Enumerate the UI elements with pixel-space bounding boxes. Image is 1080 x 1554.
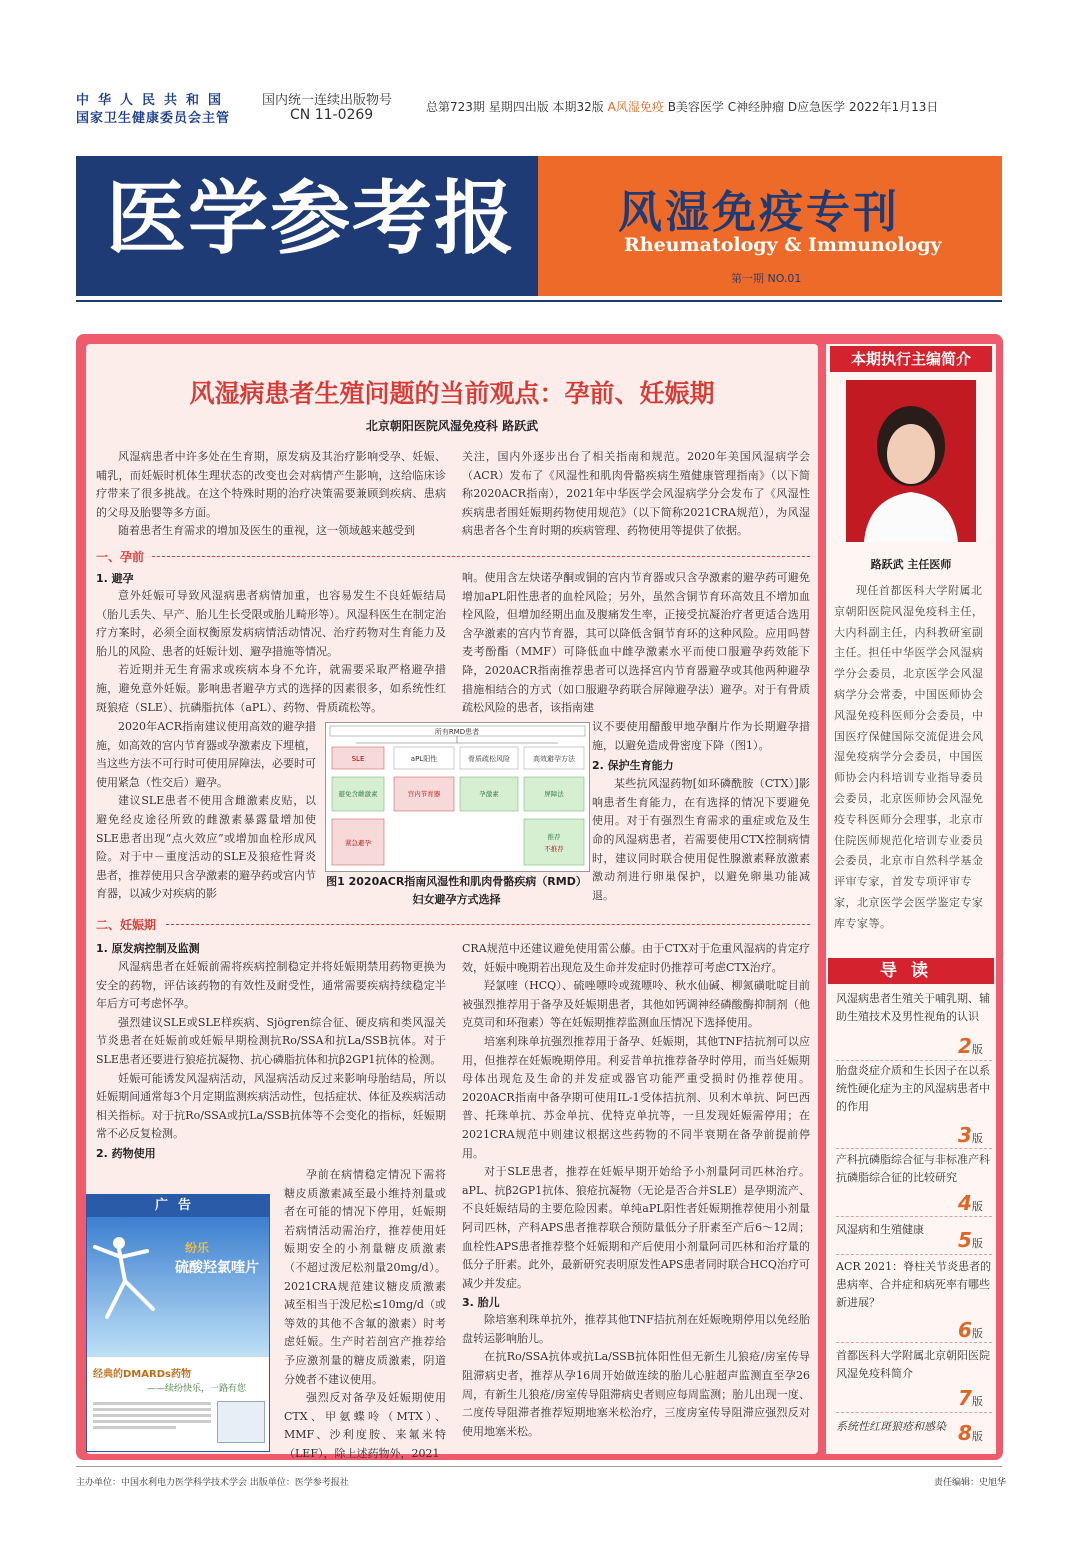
s2-paragraph-j: 除培塞利珠单抗外，推荐其他TNF拮抗剂在妊娠晚期停用以免经胎盘转运影响胎儿。 [462, 1313, 810, 1345]
advertisement[interactable] [86, 1194, 270, 1452]
section-2-rule [166, 924, 810, 926]
footer-rule [76, 1466, 1002, 1467]
s1-paragraph-b: 若近期并无生育需求或疾病本身不允许，就需要采取严格避孕措施，避免意外妊娠。影响患者避孕方式的选择的因素很多，如系统性红斑狼疮（SLE）、抗磷脂抗体（aPL）、药物、骨质疏松等。 [96, 663, 446, 714]
ad-tagline1: 经典的DMARDs药物 [93, 1369, 191, 1380]
s1-paragraph-f: 议不要使用醋酸甲地孕酮片作为长期避孕措施，以避免造成骨密度下降（图1）。 [592, 720, 810, 752]
s2-paragraph-f: CRA规范中还建议避免使用雷公藤。由于CTX对于危重风湿病的肯定疗效，妊娠中晚期若出现危及生命并发症时仍推荐可考虑CTX治疗。 [462, 942, 810, 974]
intro-paragraph-1: 风湿病患者中许多处在生育期，原发病及其治疗影响受孕、妊娠、哺乳，而妊娠时机体生理状态的改变也会对病情产生影响，这给临床诊疗带来了很多挑战。在这个特殊时期的治疗决策需要兼顾到疾病、患病的父母及胎婴等多方面。 [96, 450, 446, 519]
s1-right-lower [592, 718, 810, 905]
s2-paragraph-k: 在抗Ro/SSA抗体或抗La/SSB抗体阳性但无新生儿狼疮/房室传导阻滞病史者，推荐从孕16周开始做连续的胎儿心脏超声监测直至孕26周，有新生儿狼疮/房室传导阻滞病史者则应每周监测；胎儿出现一度、二度传导阻滞者推荐短期地塞米松治疗，三度房室传导阻滞应强烈反对使用地塞米松。 [462, 1350, 810, 1438]
svg-text:避免含雌激素: 避免含雌激素 [338, 790, 378, 798]
section-a-link[interactable]: A风湿免疫 [607, 100, 664, 114]
editor-photo [846, 380, 976, 542]
svg-text:宫内节育器: 宫内节育器 [407, 790, 441, 798]
issue-info [426, 98, 938, 115]
section-1-rule [152, 556, 810, 558]
guide-page-2: 3版 [958, 1123, 983, 1147]
svg-text:紧急避孕: 紧急避孕 [345, 839, 371, 847]
svg-text:骨质疏松风险: 骨质疏松风险 [468, 755, 510, 763]
ad-heading: 广告 [87, 1195, 269, 1217]
issue-number: 第一期 NO.01 [731, 272, 802, 285]
supplement-english: Rheumatology & Immunology [624, 234, 942, 256]
section-2-heading: 二、妊娠期 [96, 918, 157, 932]
guide-divider [836, 1148, 992, 1150]
svg-text:aPL阳性: aPL阳性 [410, 755, 438, 763]
ad-fineprint [93, 1399, 211, 1445]
s1-paragraph-a: 意外妊娠可导致风湿病患者病情加重，也容易发生不良妊娠结局（胎儿丢失、早产、胎儿生长受限或胎儿畸形等）。风湿科医生在制定治疗方案时，必须全面权衡原发病病情活动情况、治疗药物对生育能力及胎儿的风险、患者的妊娠计划、避孕措施等情况。 [96, 589, 446, 658]
guide-item-1[interactable]: 风湿病患者生殖关于哺乳期、辅助生殖技术及男性视角的认识 [836, 992, 990, 1023]
s1-paragraph-e: 响。使用含左炔诺孕酮或铜的宫内节育器或只含孕激素的避孕药可避免增加aPL阳性患者的血栓风险；另外，虽然含铜节育环高效且不增加血栓风险，但增加经期出血及腹痛发生率，正接受抗凝治疗者更适合选用含孕激素的宫内节育器，其可以降低含铜节育环的这种风险。应用吗替麦考酚酯（MMF）可降低血中雌孕激素水平而使口服避孕药效能下降，2020ACR指南推荐患者可以选择宫内节育器避孕或其他两种避孕措施相结合的方式（如口服避孕药联合屏障避孕法）避孕。对于有骨质疏松风险的患者，该指南建 [462, 571, 810, 715]
section-1-heading: 一、孕前 [96, 550, 145, 564]
figure-1 [325, 722, 590, 872]
s1-right-upper [462, 569, 810, 718]
s1-paragraph-d: 建议SLE患者不使用含雌激素皮贴，以避免经皮途径所致的雌激素暴露量增加使SLE患者出现“点火效应”或增加血栓形成风险。对于中－重度活动的SLE及狼疮性肾炎患者，推荐使用只含孕激素的避孕药或宫内节育器，以减少对疾病的影 [96, 794, 316, 901]
cn-number: CN 11-0269 [290, 107, 374, 123]
ad-image [87, 1217, 269, 1357]
svg-text:屏障法: 屏障法 [544, 790, 564, 798]
article-title: 风湿病患者生殖问题的当前观点：孕前、妊娠期 [189, 379, 715, 408]
editor-name: 路跃武 主任医师 [870, 558, 952, 571]
s2-paragraph-b: 强烈建议SLE或SLE样疾病、Sjögren综合征、硬皮病和类风湿关节炎患者在妊娠前或妊娠早期检测抗Ro/SSA和抗La/SSB抗体。对于SLE患者还要进行狼疮抗凝物、抗心磷脂抗体和抗β2GP1抗体的检测。 [96, 1015, 446, 1066]
ad-brand: 纷乐 [185, 1241, 210, 1255]
svg-text:高效避孕方法: 高效避孕方法 [533, 755, 575, 763]
guide-page-6: 7版 [958, 1386, 983, 1410]
supplement-title: 风湿免疫专刊 [618, 187, 900, 238]
intro-left [96, 448, 446, 541]
ad-tagline2: ——续纷快乐，一路有您 [147, 1384, 247, 1394]
s1-left-lower [96, 718, 316, 904]
guide-item-5[interactable]: ACR 2021：脊柱关节炎患者的患病率、合并症和病死率有哪些新进展？ [836, 1260, 992, 1309]
svg-text:孕激素: 孕激素 [479, 790, 499, 798]
s2-left-upper [96, 958, 446, 1162]
s1-paragraph-g: 某些抗风湿药物[如环磷酰胺（CTX）]影响患者生育能力，在有选择的情况下要避免使用。对于有强烈生育需求的重症或危及生命的风湿病患者，若需要使用CTX控制病情时，建议同时联合使用促性腺激素释放激素激动剂进行卵巢保护，以避免卵巢功能减退。 [592, 777, 810, 902]
svg-text:不推荐: 不推荐 [544, 845, 564, 853]
issue-prefix: 总第723期 星期四出版 本期32版 [426, 100, 604, 114]
guide-heading: 导读 [828, 958, 994, 984]
dancer-figure-icon [87, 1217, 269, 1357]
section-2-sub2: 2. 药物使用 [96, 1146, 156, 1160]
footer-right: 责任编辑：史旭华 [934, 1478, 1007, 1488]
s2-paragraph-d: 孕前在病情稳定情况下需将糖皮质激素减至最小维持剂量或者在可能的情况下停用，妊娠期若病情活动需治疗，推荐使用妊娠期安全的小剂量糖皮质激素（不超过泼尼松剂量20mg/d）。2021CRA规范建议糖皮质激素减至相当于泼尼松≤10mg/d（或等效的其他不含氟的激素）时考虑妊娠。生产时若剖宫产推荐给予应激剂量的糖皮质激素，阴道分娩者不建议使用。 [284, 1168, 446, 1386]
s2-paragraph-g: 羟氯喹（HCQ）、硫唑嘌呤或巯嘌呤、秋水仙碱、柳氮磺吡啶目前被强烈推荐用于备孕及妊娠期患者，其他如钙调神经磷酸酶抑制剂（他克莫司和环孢素）等在妊娠期推荐监测血压情况下选择使用。 [462, 979, 810, 1030]
guide-item-2[interactable]: 胎盘炎症介质和生长因子在以系统性硬化症为主的风湿病患者中的作用 [836, 1064, 990, 1113]
s2-paragraph-h: 培塞利珠单抗强烈推荐用于备孕、妊娠期，其他TNF拮抗剂可以应用，但推荐在妊娠晚期停用。利妥昔单抗推荐备孕时停用，而当妊娠期母体出现危及生命的并发症或器官功能严重受损时仍推荐使用。2020ACR指南中备孕期可使用IL-1受体拮抗剂、贝利木单抗、阿巴西普、托珠单抗、苏金单抗、优特克单抗等，一旦发现妊娠需停用；在2021CRA规范中则建议根据这些药物的不同半衰期在备孕前提前停用。 [462, 1034, 810, 1160]
section-2-sub3: 3. 胎儿 [462, 1296, 500, 1310]
s2-paragraph-a: 风湿病患者在妊娠前需将疾病控制稳定并将妊娠期禁用药物更换为安全的药物，评估该药物的有效性及耐受性，通常需要疾病持续稳定半年后方可考虑怀孕。 [96, 960, 446, 1011]
publisher-line1: 中华人民共和国 [76, 93, 231, 108]
guide-item-3[interactable]: 产科抗磷脂综合征与非标准产科抗磷脂综合征的比较研究 [836, 1153, 990, 1184]
figure-1-caption: 图1 2020ACR指南风湿性和肌肉骨骼疾病（RMD）妇女避孕方式选择 [326, 875, 587, 906]
guide-divider [836, 1342, 992, 1344]
sections-rest: B美容医学 C神经肿瘤 D应急医学 2022年1月13日 [667, 100, 939, 114]
s2-paragraph-i: 对于SLE患者，推荐在妊娠早期开始给予小剂量阿司匹林治疗。aPL、抗β2GP1抗体、狼疮抗凝物（无论是否合并SLE）是孕期流产、不良妊娠结局的主要危险因素。单纯aPL阳性者妊娠期推荐使用小剂量阿司匹林，产科APS患者推荐联合预防量低分子肝素至产后6～12周；血栓性APS患者推荐整个妊娠期和产后使用小剂量阿司匹林和治疗量的低分子肝素。此外，最新研究表明原发性APS患者同时联合HCQ治疗可减少并发症。 [462, 1165, 810, 1290]
publisher-line2: 国家卫生健康委员会主管 [76, 111, 231, 126]
medicine-box-icon [217, 1401, 265, 1443]
section-1-sub1: 1. 避孕 [96, 572, 134, 585]
ad-product: 硫酸羟氯喹片 [175, 1260, 259, 1276]
guide-item-4[interactable]: 风湿病和生殖健康 [836, 1223, 924, 1236]
intro-paragraph-3: 关注，国内外逐步出台了相关指南和规范。2020年美国风湿病学会（ACR）发布了《风湿性和肌肉骨骼疾病生殖健康管理指南》（以下简称2020ACR指南），2021年中华医学会风湿病学分会发布了《风湿性疾病患者围妊娠期药物使用规范》（以下简称2021CRA规范），为风湿病患者各个生育时期的疾病管理、药物使用等提供了依据。 [462, 450, 810, 538]
fig-text-0: 所有RMD患者 [434, 728, 480, 736]
footer-left: 主办单位：中国水利电力医学科学技术学会 出版单位：医学参考报社 [76, 1478, 349, 1488]
masthead-rule [76, 300, 1002, 302]
guide-page-5: 6版 [958, 1318, 983, 1342]
intro-paragraph-2: 随着患者生育需求的增加及医生的重视，这一领域越来越受到 [118, 524, 415, 538]
guide-divider [836, 1216, 992, 1218]
guide-item-6[interactable]: 首都医科大学附属北京朝阳医院风湿免疫科简介 [836, 1349, 990, 1380]
masthead-left [76, 156, 538, 296]
section-2-sub1: 1. 原发病控制及监测 [96, 942, 200, 955]
guide-page-1: 2版 [958, 1034, 983, 1058]
intro-right [462, 448, 810, 541]
guide-page-3: 4版 [958, 1191, 983, 1215]
guide-item-7[interactable]: 系统性红斑狼疮和感染 [836, 1420, 946, 1433]
svg-text:推荐: 推荐 [547, 833, 561, 841]
section-1-sub2: 2. 保护生育能力 [592, 759, 674, 773]
figure-1-flowchart [326, 723, 589, 871]
paper-name: 医学参考报 [106, 171, 516, 265]
s1-left-upper [96, 587, 446, 717]
fig-box-f [524, 819, 584, 865]
guide-page-7: 8版 [958, 1421, 983, 1445]
s2-paragraph-e: 强烈反对备孕及妊娠期使用CTX、甲氨蝶呤（MTX）、MMF、沙利度胺、来氟米特（LEF），除上述药物外，2021 [284, 1391, 446, 1460]
masthead-right [538, 156, 1002, 296]
svg-text:SLE: SLE [351, 755, 365, 763]
s1-paragraph-c: 2020年ACR指南建议使用高效的避孕措施，如高效的宫内节育器或孕激素皮下埋植，当这些方法不可行时可使用屏障法，必要时可使用紧急（性交后）避孕。 [96, 720, 316, 789]
s2-paragraph-c: 妊娠可能诱发风湿病活动，风湿病活动反过来影响母胎结局，所以妊娠期间通常每3个月定期监测疾病活动性，包括症状、体征及疾病活动相关指标。对于抗Ro/SSA或抗La/SSB抗体等不会变化的指标，妊娠期常不必反复检测。 [96, 1071, 446, 1141]
editor-bio: 现任首都医科大学附属北京朝阳医院风湿免疫科主任，大内科副主任，内科教研室副主任。担任中华医学会风湿病学分会委员，北京医学会风湿病学分会常委，中国医师协会风湿免疫科医师分会委员，中国医疗保健国际交流促进会风湿免疫病学分会委员，中国医师协会内科培训专业指导委员会委员，北京医师协会风湿免疫专科医师分会理事，北京市住院医师规范化培训专业委员会委员，北京市自然科学基金评审专家，首发专项评审专家，北京医学会医学鉴定专家库专家等。 [834, 584, 984, 930]
guide-divider [836, 1412, 992, 1414]
s2-left-lower [284, 1166, 446, 1464]
editor-heading: 本期执行主编简介 [830, 346, 992, 372]
guide-page-4: 5版 [958, 1228, 983, 1252]
guide-divider [836, 1254, 992, 1256]
article-byline: 北京朝阳医院风湿免疫科 路跃武 [365, 419, 539, 433]
portrait-avatar-icon [846, 380, 976, 542]
cn-label: 国内统一连续出版物号 [262, 93, 393, 108]
s2-right [462, 940, 810, 1441]
